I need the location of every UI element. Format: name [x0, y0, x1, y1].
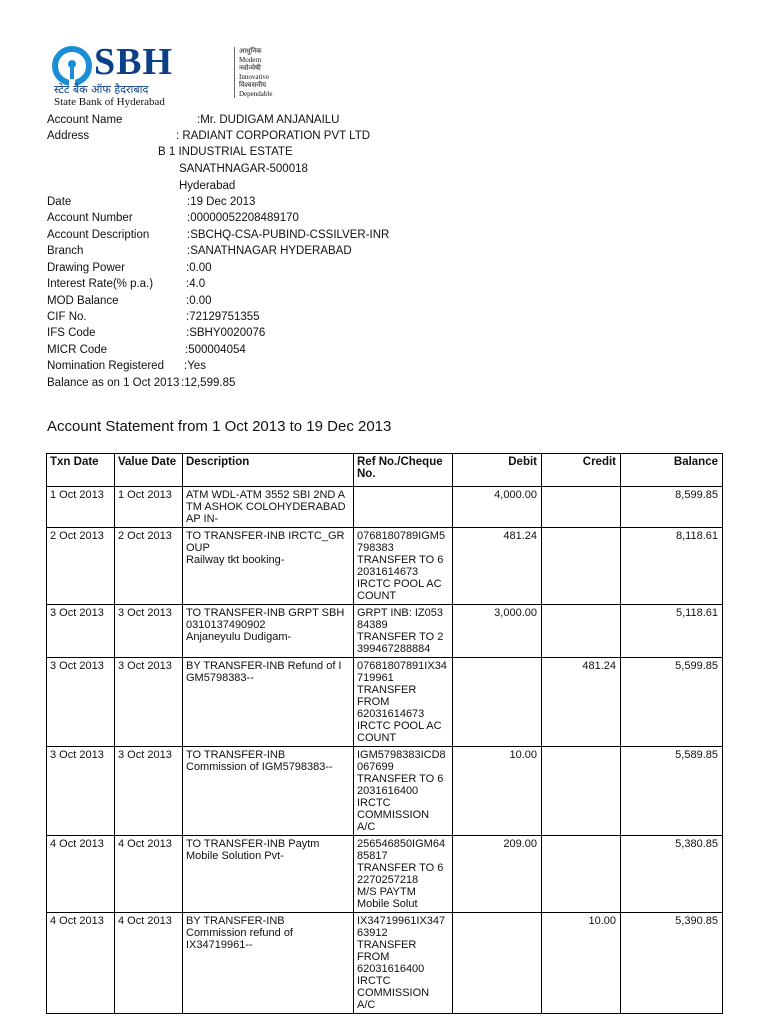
- description-cell: TO TRANSFER-INB Paytm Mobile Solution Pvt-: [183, 836, 354, 913]
- address-line-2: B 1 INDUSTRIAL ESTATE: [158, 146, 293, 158]
- ref-cell: [354, 487, 453, 528]
- description-cell: BY TRANSFER-INB Refund of IGM5798383--: [183, 658, 354, 747]
- nomination-row: Nomination Registered :Yes: [47, 360, 206, 372]
- sbi-keyhole-emblem-icon: [52, 46, 92, 86]
- ref-cell: GRPT INB: IZ05384389 TRANSFER TO 2399467288884: [354, 605, 453, 658]
- debit-cell: 481.24: [453, 528, 542, 605]
- txn-date-cell: 1 Oct 2013: [47, 487, 115, 528]
- account-name-row: Account Name :Mr. DUDIGAM ANJANAILU: [47, 114, 340, 126]
- balance-cell: 5,390.85: [621, 913, 723, 1014]
- balance-cell: 5,118.61: [621, 605, 723, 658]
- credit-cell: 10.00: [542, 913, 621, 1014]
- debit-cell: 209.00: [453, 836, 542, 913]
- value-date-cell: 4 Oct 2013: [115, 836, 183, 913]
- value-date-cell: 3 Oct 2013: [115, 605, 183, 658]
- balance-cell: 8,118.61: [621, 528, 723, 605]
- branch-row: Branch :SANATHNAGAR HYDERABAD: [47, 245, 352, 257]
- balance-cell: 5,599.85: [621, 658, 723, 747]
- col-header-balance: Balance: [621, 454, 723, 487]
- ref-cell: IX34719961IX34763912 TRANSFER FROM 62031616400 IRCTC COMMISSION A/C: [354, 913, 453, 1014]
- txn-date-cell: 3 Oct 2013: [47, 747, 115, 836]
- col-header-value-date: Value Date: [115, 454, 183, 487]
- ref-cell: IGM5798383ICD8067699 TRANSFER TO 62031616400 IRCTC COMMISSION A/C: [354, 747, 453, 836]
- bank-full-name: State Bank of Hyderabad: [54, 96, 165, 108]
- value-date-cell: 2 Oct 2013: [115, 528, 183, 605]
- credit-cell: [542, 605, 621, 658]
- credit-cell: [542, 528, 621, 605]
- ref-cell: 0768180789IGM5798383 TRANSFER TO 62031614673 IRCTC POOL ACCOUNT: [354, 528, 453, 605]
- bank-abbreviation: SBH: [94, 41, 174, 83]
- debit-cell: 10.00: [453, 747, 542, 836]
- credit-cell: [542, 487, 621, 528]
- bank-name-hindi: स्टेट बैंक ऑफ हैदराबाद: [54, 83, 149, 96]
- txn-date-cell: 4 Oct 2013: [47, 913, 115, 1014]
- cif-row: CIF No. :72129751355: [47, 311, 260, 323]
- address-line-4: Hyderabad: [179, 180, 236, 192]
- transactions-table: [46, 453, 723, 1014]
- debit-cell: 3,000.00: [453, 605, 542, 658]
- credit-cell: [542, 747, 621, 836]
- address-line-3: SANATHNAGAR-500018: [179, 163, 308, 175]
- balance-cell: 8,599.85: [621, 487, 723, 528]
- address-row: Address : RADIANT CORPORATION PVT LTD: [47, 130, 371, 142]
- drawing-power-row: Drawing Power :0.00: [47, 262, 212, 274]
- opening-balance-row: Balance as on 1 Oct 2013 :12,599.85: [47, 377, 236, 389]
- credit-cell: [542, 836, 621, 913]
- col-header-debit: Debit: [453, 454, 542, 487]
- col-header-ref: Ref No./Cheque No.: [354, 454, 453, 487]
- balance-cell: 5,380.85: [621, 836, 723, 913]
- table-row: [47, 605, 723, 658]
- txn-date-cell: 3 Oct 2013: [47, 605, 115, 658]
- col-header-description: Description: [183, 454, 354, 487]
- bank-tagline: आधुनिक Modern नवोन्मेषी Innovative विश्वसनीय Dependable: [234, 47, 299, 98]
- value-date-cell: 3 Oct 2013: [115, 658, 183, 747]
- value-date-cell: 1 Oct 2013: [115, 487, 183, 528]
- txn-date-cell: 2 Oct 2013: [47, 528, 115, 605]
- value-date-cell: 3 Oct 2013: [115, 747, 183, 836]
- ifs-code-row: IFS Code :SBHY0020076: [47, 327, 266, 339]
- col-header-credit: Credit: [542, 454, 621, 487]
- micr-code-row: MICR Code :500004054: [47, 344, 246, 356]
- debit-cell: [453, 913, 542, 1014]
- mod-balance-row: MOD Balance :0.00: [47, 295, 212, 307]
- date-row: Date :19 Dec 2013: [47, 196, 256, 208]
- table-row: [47, 747, 723, 836]
- debit-cell: 4,000.00: [453, 487, 542, 528]
- credit-cell: 481.24: [542, 658, 621, 747]
- table-row: [47, 487, 723, 528]
- txn-date-cell: 3 Oct 2013: [47, 658, 115, 747]
- ref-cell: 07681807891IX34719961 TRANSFER FROM 62031614673 IRCTC POOL ACCOUNT: [354, 658, 453, 747]
- table-header-row: [47, 454, 723, 487]
- balance-cell: 5,589.85: [621, 747, 723, 836]
- description-cell: TO TRANSFER-INB Commission of IGM5798383--: [183, 747, 354, 836]
- account-number-row: Account Number :00000052208489170: [47, 212, 299, 224]
- debit-cell: [453, 658, 542, 747]
- statement-title: Account Statement from 1 Oct 2013 to 19 Dec 2013: [47, 418, 392, 435]
- table-row: [47, 658, 723, 747]
- col-header-txn-date: Txn Date: [47, 454, 115, 487]
- description-cell: TO TRANSFER-INB IRCTC_GROUP Railway tkt booking-: [183, 528, 354, 605]
- interest-rate-row: Interest Rate(% p.a.) :4.0: [47, 278, 206, 290]
- bank-logo: [52, 41, 273, 110]
- description-cell: BY TRANSFER-INB Commission refund of IX34719961--: [183, 913, 354, 1014]
- description-cell: TO TRANSFER-INB GRPT SBH0310137490902 Anjaneyulu Dudigam-: [183, 605, 354, 658]
- table-row: [47, 528, 723, 605]
- account-description-row: Account Description :SBCHQ-CSA-PUBIND-CSSILVER-INR: [47, 229, 390, 241]
- ref-cell: 256546850IGM6485817 TRANSFER TO 62270257218 M/S PAYTM Mobile Solut: [354, 836, 453, 913]
- table-row: [47, 836, 723, 913]
- value-date-cell: 4 Oct 2013: [115, 913, 183, 1014]
- table-row: [47, 913, 723, 1014]
- description-cell: ATM WDL-ATM 3552 SBI 2ND ATM ASHOK COLOHYDERABAD AP IN-: [183, 487, 354, 528]
- txn-date-cell: 4 Oct 2013: [47, 836, 115, 913]
